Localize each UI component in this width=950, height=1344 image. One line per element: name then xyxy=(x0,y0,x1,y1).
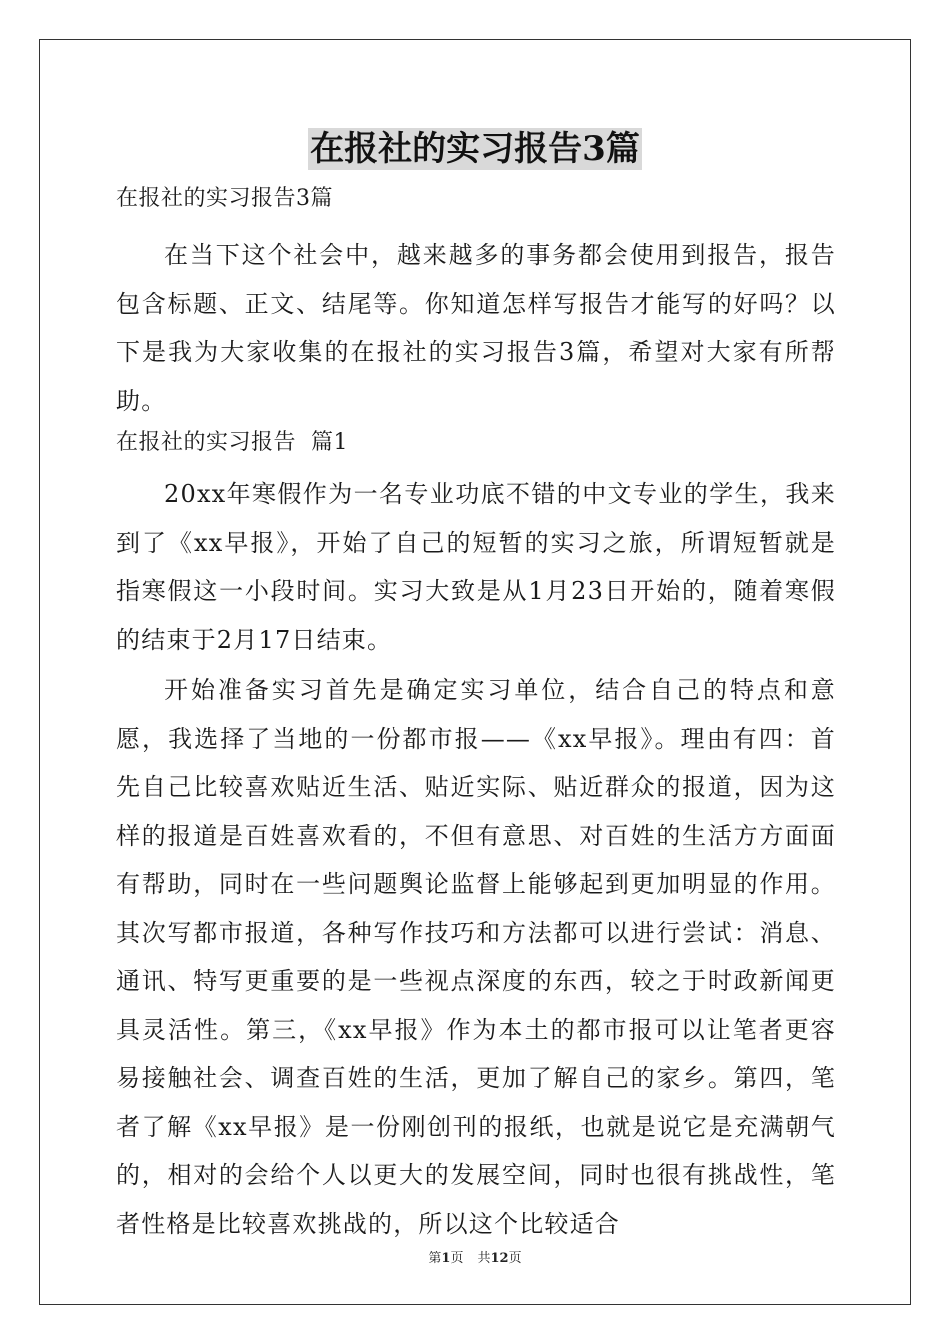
page-current: 1 xyxy=(441,1251,451,1266)
total-pages: 12 xyxy=(490,1251,509,1266)
document-title-wrap xyxy=(0,128,950,172)
body-paragraph-1: 20xx年寒假作为一名专业功底不错的中文专业的学生，我来到了《xx早报》，开始了自己的短暂的实习之旅，所谓短暂就是指寒假这一小段时间。实习大致是从1月23日开始的，随着寒假的结束于2月17日结束。 xyxy=(116,480,836,654)
document-subtitle: 在报社的实习报告3篇 xyxy=(116,186,333,211)
total-suffix: 页 xyxy=(508,1251,522,1266)
intro-paragraph: 在当下这个社会中，越来越多的事务都会使用到报告，报告包含标题、正文、结尾等。你知道怎样写报告才能写的好吗？以下是我为大家收集的在报社的实习报告3篇，希望对大家有所帮助。 xyxy=(116,241,836,415)
page-prefix: 第 xyxy=(428,1251,442,1266)
document-title: 在报社的实习报告3篇 xyxy=(310,129,640,169)
total-prefix: 共 xyxy=(477,1251,491,1266)
section-heading: 在报社的实习报告 篇1 xyxy=(116,430,348,455)
page-footer xyxy=(0,1250,950,1268)
document-body xyxy=(116,181,836,1248)
page-suffix: 页 xyxy=(450,1251,464,1266)
body-paragraph-2: 开始准备实习首先是确定实习单位，结合自己的特点和意愿，我选择了当地的一份都市报——《xx早报》。理由有四：首先自己比较喜欢贴近生活、贴近实际、贴近群众的报道，因为这样的报道是百姓喜欢看的，不但有意思、对百姓的生活方方面面有帮助，同时在一些问题舆论监督上能够起到更加明显的作用。其次写都市报道，各种写作技巧和方法都可以进行尝试：消息、通讯、特写更重要的是一些视点深度的东西，较之于时政新闻更具灵活性。第三，《xx早报》作为本土的都市报可以让笔者更容易接触社会、调查百姓的生活，更加了解自己的家乡。第四，笔者了解《xx早报》是一份刚创刊的报纸，也就是说它是充满朝气的，相对的会给个人以更大的发展空间，同时也很有挑战性，笔者性格是比较喜欢挑战的，所以这个比较适合 xyxy=(116,676,836,1238)
